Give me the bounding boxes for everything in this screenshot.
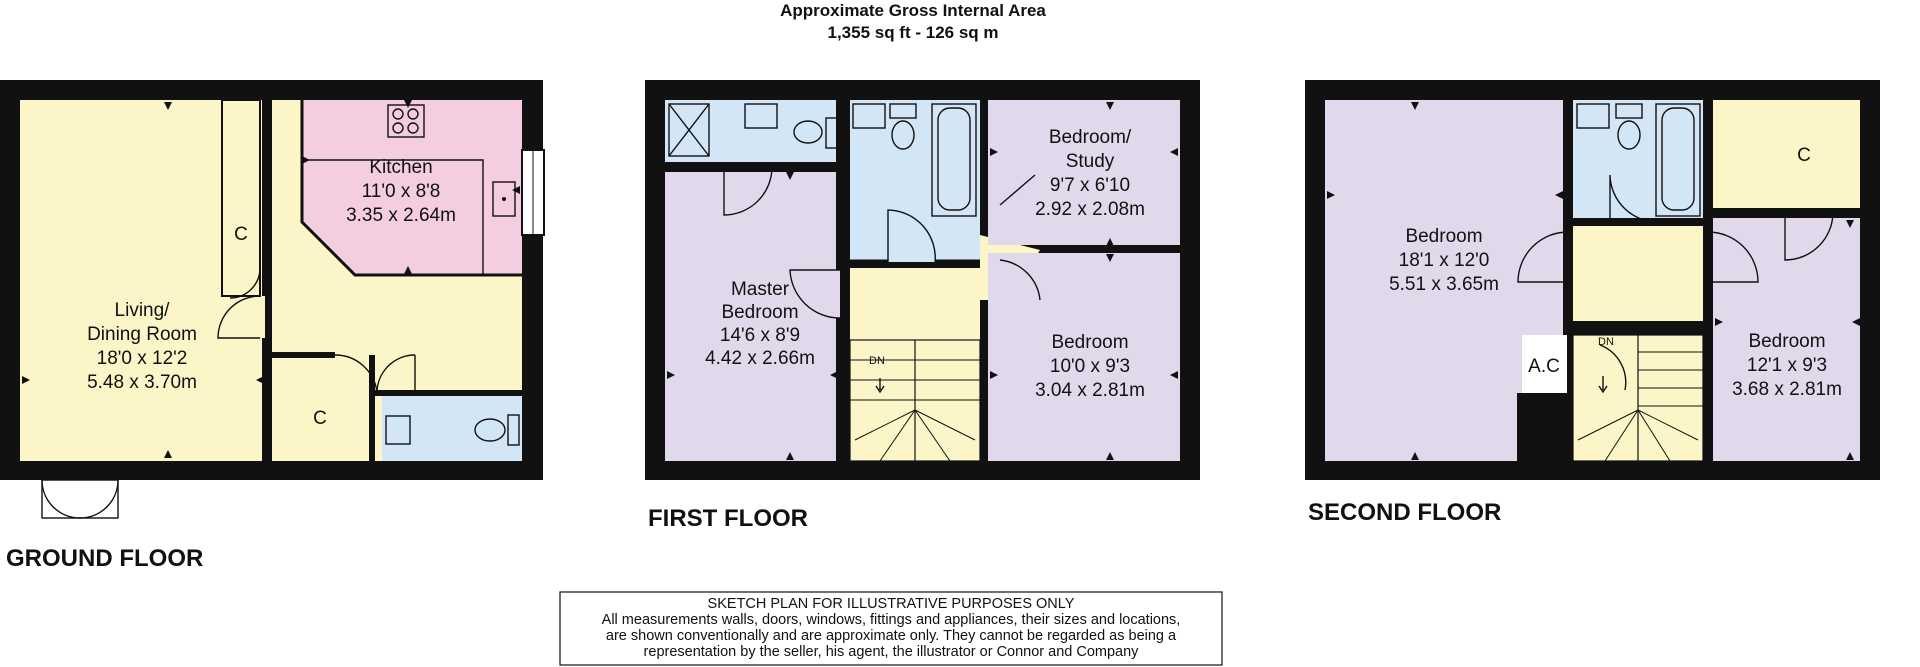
gross-area-value: 1,355 sq ft - 126 sq m <box>827 23 999 42</box>
airing-cupboard-label: A.C <box>1528 356 1560 377</box>
second-stairs-dn: DN <box>1598 336 1614 348</box>
first-bathroom <box>850 100 980 262</box>
ground-wc <box>382 393 522 461</box>
cupboard-upper-label: C <box>234 224 248 245</box>
small-bedroom-metric: 3.68 x 2.81m <box>1732 379 1842 400</box>
disclaimer-line-2: All measurements walls, doors, windows, fittings and appliances, their sizes and locations, <box>601 612 1181 628</box>
large-bedroom-metric: 5.51 x 3.65m <box>1389 274 1499 295</box>
master-name-1: Master <box>730 279 790 300</box>
kitchen-imperial: 11'0 x 8'8 <box>361 181 441 202</box>
living-room-metric: 5.48 x 3.70m <box>87 372 197 393</box>
disclaimer-line-1: SKETCH PLAN FOR ILLUSTRATIVE PURPOSES ONLY <box>707 596 1075 612</box>
kitchen-metric: 3.35 x 2.64m <box>346 205 456 226</box>
cupboard-lower-label: C <box>313 408 327 429</box>
ground-floor-label: GROUND FLOOR <box>6 545 204 572</box>
disclaimer-line-3: are shown conventionally and are approximate only. They cannot be regarded as being a <box>605 628 1177 644</box>
gross-area-title: Approximate Gross Internal Area <box>780 1 1046 20</box>
disclaimer-box <box>560 592 1222 665</box>
large-bedroom-imperial: 18'1 x 12'0 <box>1398 250 1490 271</box>
master-metric: 4.42 x 2.66m <box>705 348 815 369</box>
second-floor-plan <box>1305 80 1880 480</box>
living-room-imperial: 18'0 x 12'2 <box>96 348 188 369</box>
second-cupboard <box>1713 100 1860 208</box>
second-landing <box>1573 226 1703 321</box>
first-floor-label: FIRST FLOOR <box>648 505 808 532</box>
small-bedroom-imperial: 12'1 x 9'3 <box>1746 355 1828 376</box>
en-suite <box>665 100 840 162</box>
first-stairs-dn: DN <box>869 355 885 367</box>
study-imperial: 9'7 x 6'10 <box>1049 175 1131 196</box>
first-bedroom-metric: 3.04 x 2.81m <box>1035 380 1145 401</box>
disclaimer-line-4: representation by the seller, his agent, the illustrator or Connor and Company <box>643 644 1139 660</box>
small-bedroom-name: Bedroom <box>1748 331 1826 352</box>
ground-floor-plan <box>0 80 544 518</box>
second-floor-label: SECOND FLOOR <box>1308 499 1502 526</box>
second-cupboard-label: C <box>1797 145 1811 166</box>
study-name-2: Study <box>1065 151 1115 172</box>
study-metric: 2.92 x 2.08m <box>1035 199 1145 220</box>
living-room-name-2: Dining Room <box>87 324 197 345</box>
first-bedroom-name: Bedroom <box>1051 332 1129 353</box>
kitchen-name: Kitchen <box>369 157 433 178</box>
first-bedroom-imperial: 10'0 x 9'3 <box>1049 356 1131 377</box>
living-room-name-1: Living/ <box>114 300 170 321</box>
cupboard-upper <box>222 100 260 296</box>
study-name-1: Bedroom/ <box>1048 127 1132 148</box>
large-bedroom-name: Bedroom <box>1405 226 1483 247</box>
master-name-2: Bedroom <box>721 302 799 323</box>
master-imperial: 14'6 x 8'9 <box>719 325 801 346</box>
study-bedroom <box>988 100 1180 245</box>
first-floor-plan <box>645 80 1200 480</box>
